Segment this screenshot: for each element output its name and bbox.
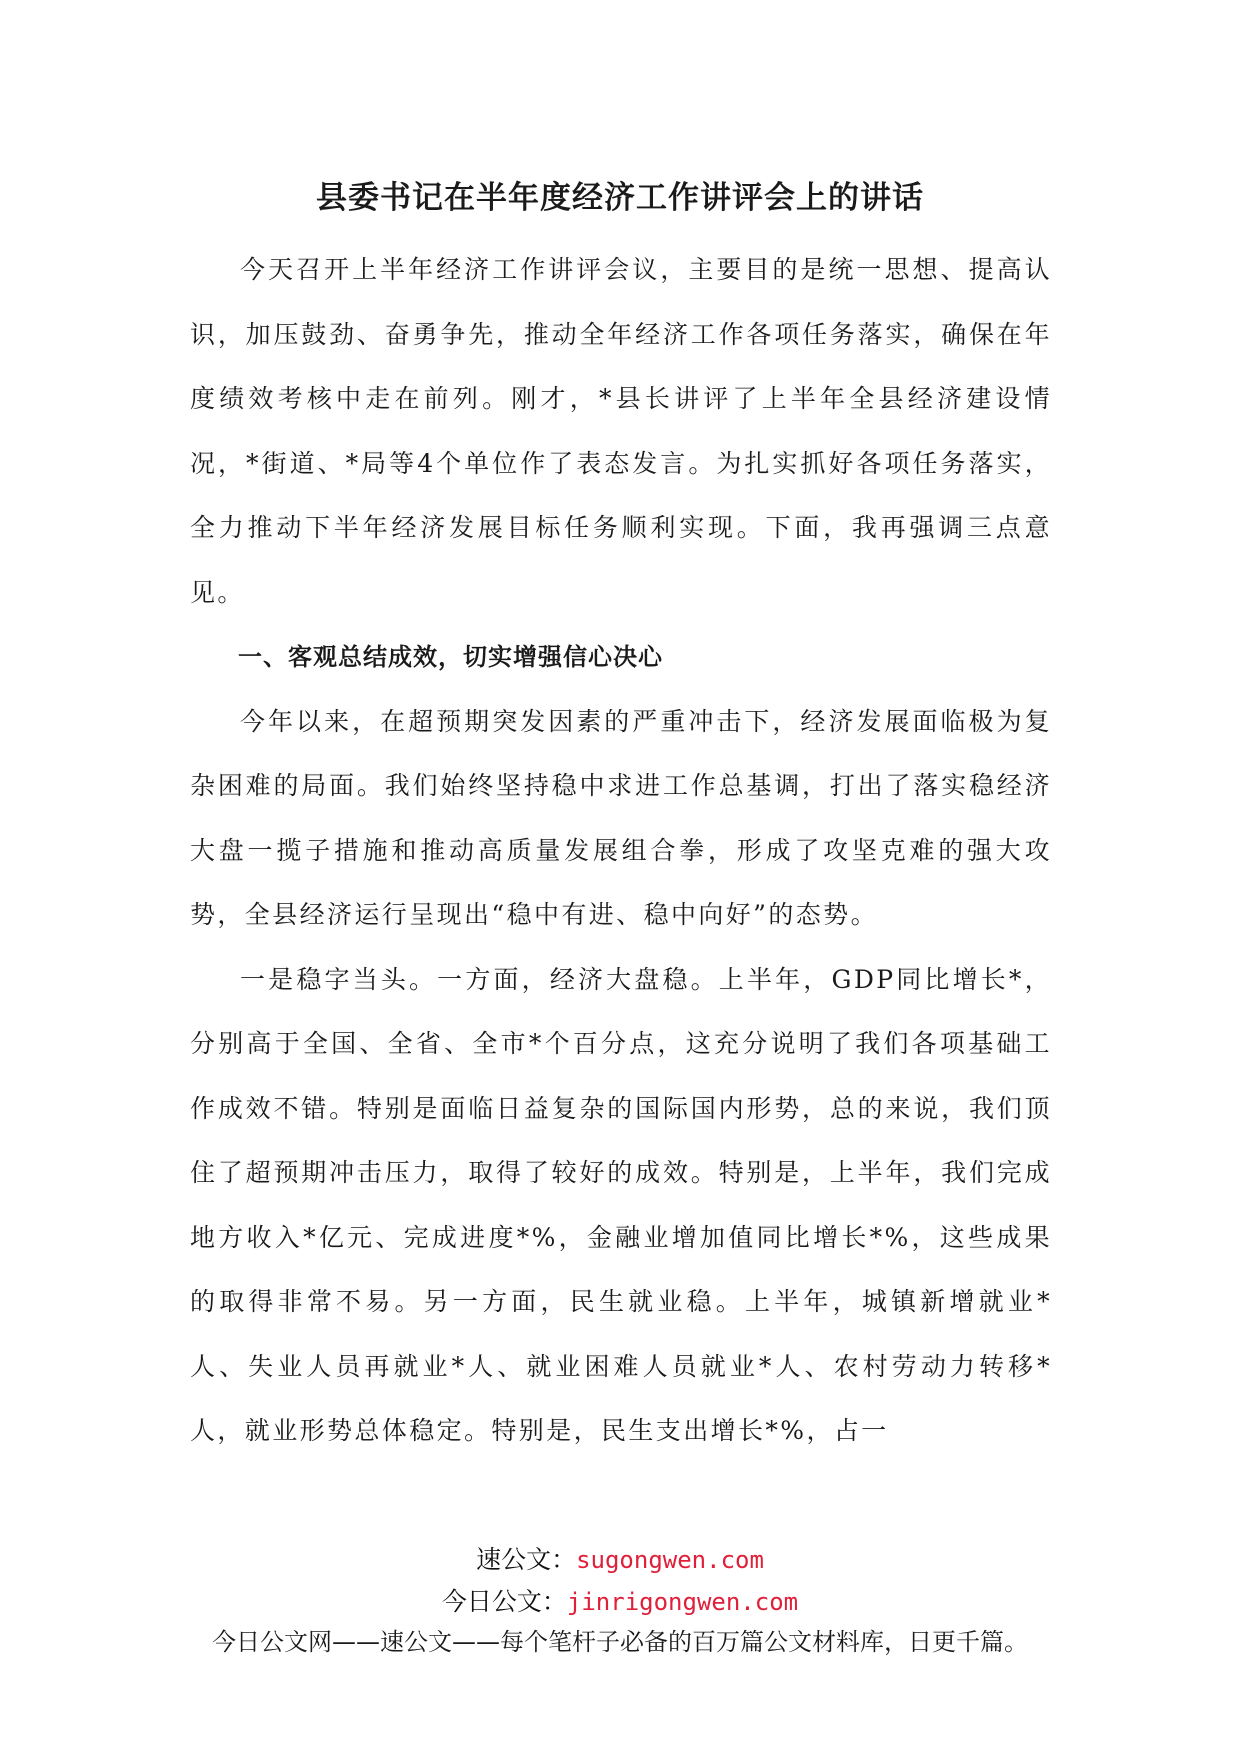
document-title: 县委书记在半年度经济工作讲评会上的讲话 — [316, 180, 924, 216]
footer-line-sugongwen — [0, 1540, 1240, 1580]
footer-label-jinrigongwen: 今日公文： — [441, 1587, 567, 1616]
footer-label-sugongwen: 速公文： — [476, 1545, 577, 1574]
section-1-paragraph-2: 一是稳字当头。一方面，经济大盘稳。上半年，GDP同比增长*，分别高于全国、全省、全市*个百分点，这充分说明了我们各项基础工作成效不错。特别是面临日益复杂的国际国内形势，总的来说，我们顶住了超预期冲击压力，取得了较好的成效。特别是，上半年，我们完成地方收入*亿元、完成进度*%，金融业增加值同比增长*%，这些成果的取得非常不易。另一方面，民生就业稳。上半年，城镇新增就业*人、失业人员再就业*人、就业困难人员就业*人、农村劳动力转移*人，就业形势总体稳定。特别是，民生支出增长*%，占一 — [190, 964, 1052, 1445]
footer-line-jinrigongwen — [0, 1582, 1240, 1622]
section-1-heading: 一、客观总结成效，切实增强信心决心 — [238, 643, 663, 671]
footer-link-jinrigongwen[interactable]: jinrigongwen.com — [566, 1588, 799, 1616]
footer-link-sugongwen[interactable]: sugongwen.com — [576, 1546, 764, 1574]
intro-paragraph: 今天召开上半年经济工作讲评会议，主要目的是统一思想、提高认识，加压鼓劲、奋勇争先，推动全年经济工作各项任务落实，确保在年度绩效考核中走在前列。刚才，*县长讲评了上半年全县经济建设情况，*街道、*局等4个单位作了表态发言。为扎实抓好各项任务落实，全力推动下半年经济发展目标任务顺利实现。下面，我再强调三点意见。 — [190, 255, 1052, 607]
footer-slogan: 今日公文网——速公文——每个笔杆子必备的百万篇公文材料库，日更千篇。 — [212, 1628, 1028, 1656]
section-1-paragraph-1: 今年以来，在超预期突发因素的严重冲击下，经济发展面临极为复杂困难的局面。我们始终坚持稳中求进工作总基调，打出了落实稳经济大盘一揽子措施和推动高质量发展组合拳，形成了攻坚克难的强大攻势，全县经济运行呈现出“稳中有进、稳中向好”的态势。 — [190, 706, 1052, 929]
document-body — [190, 238, 1052, 1464]
